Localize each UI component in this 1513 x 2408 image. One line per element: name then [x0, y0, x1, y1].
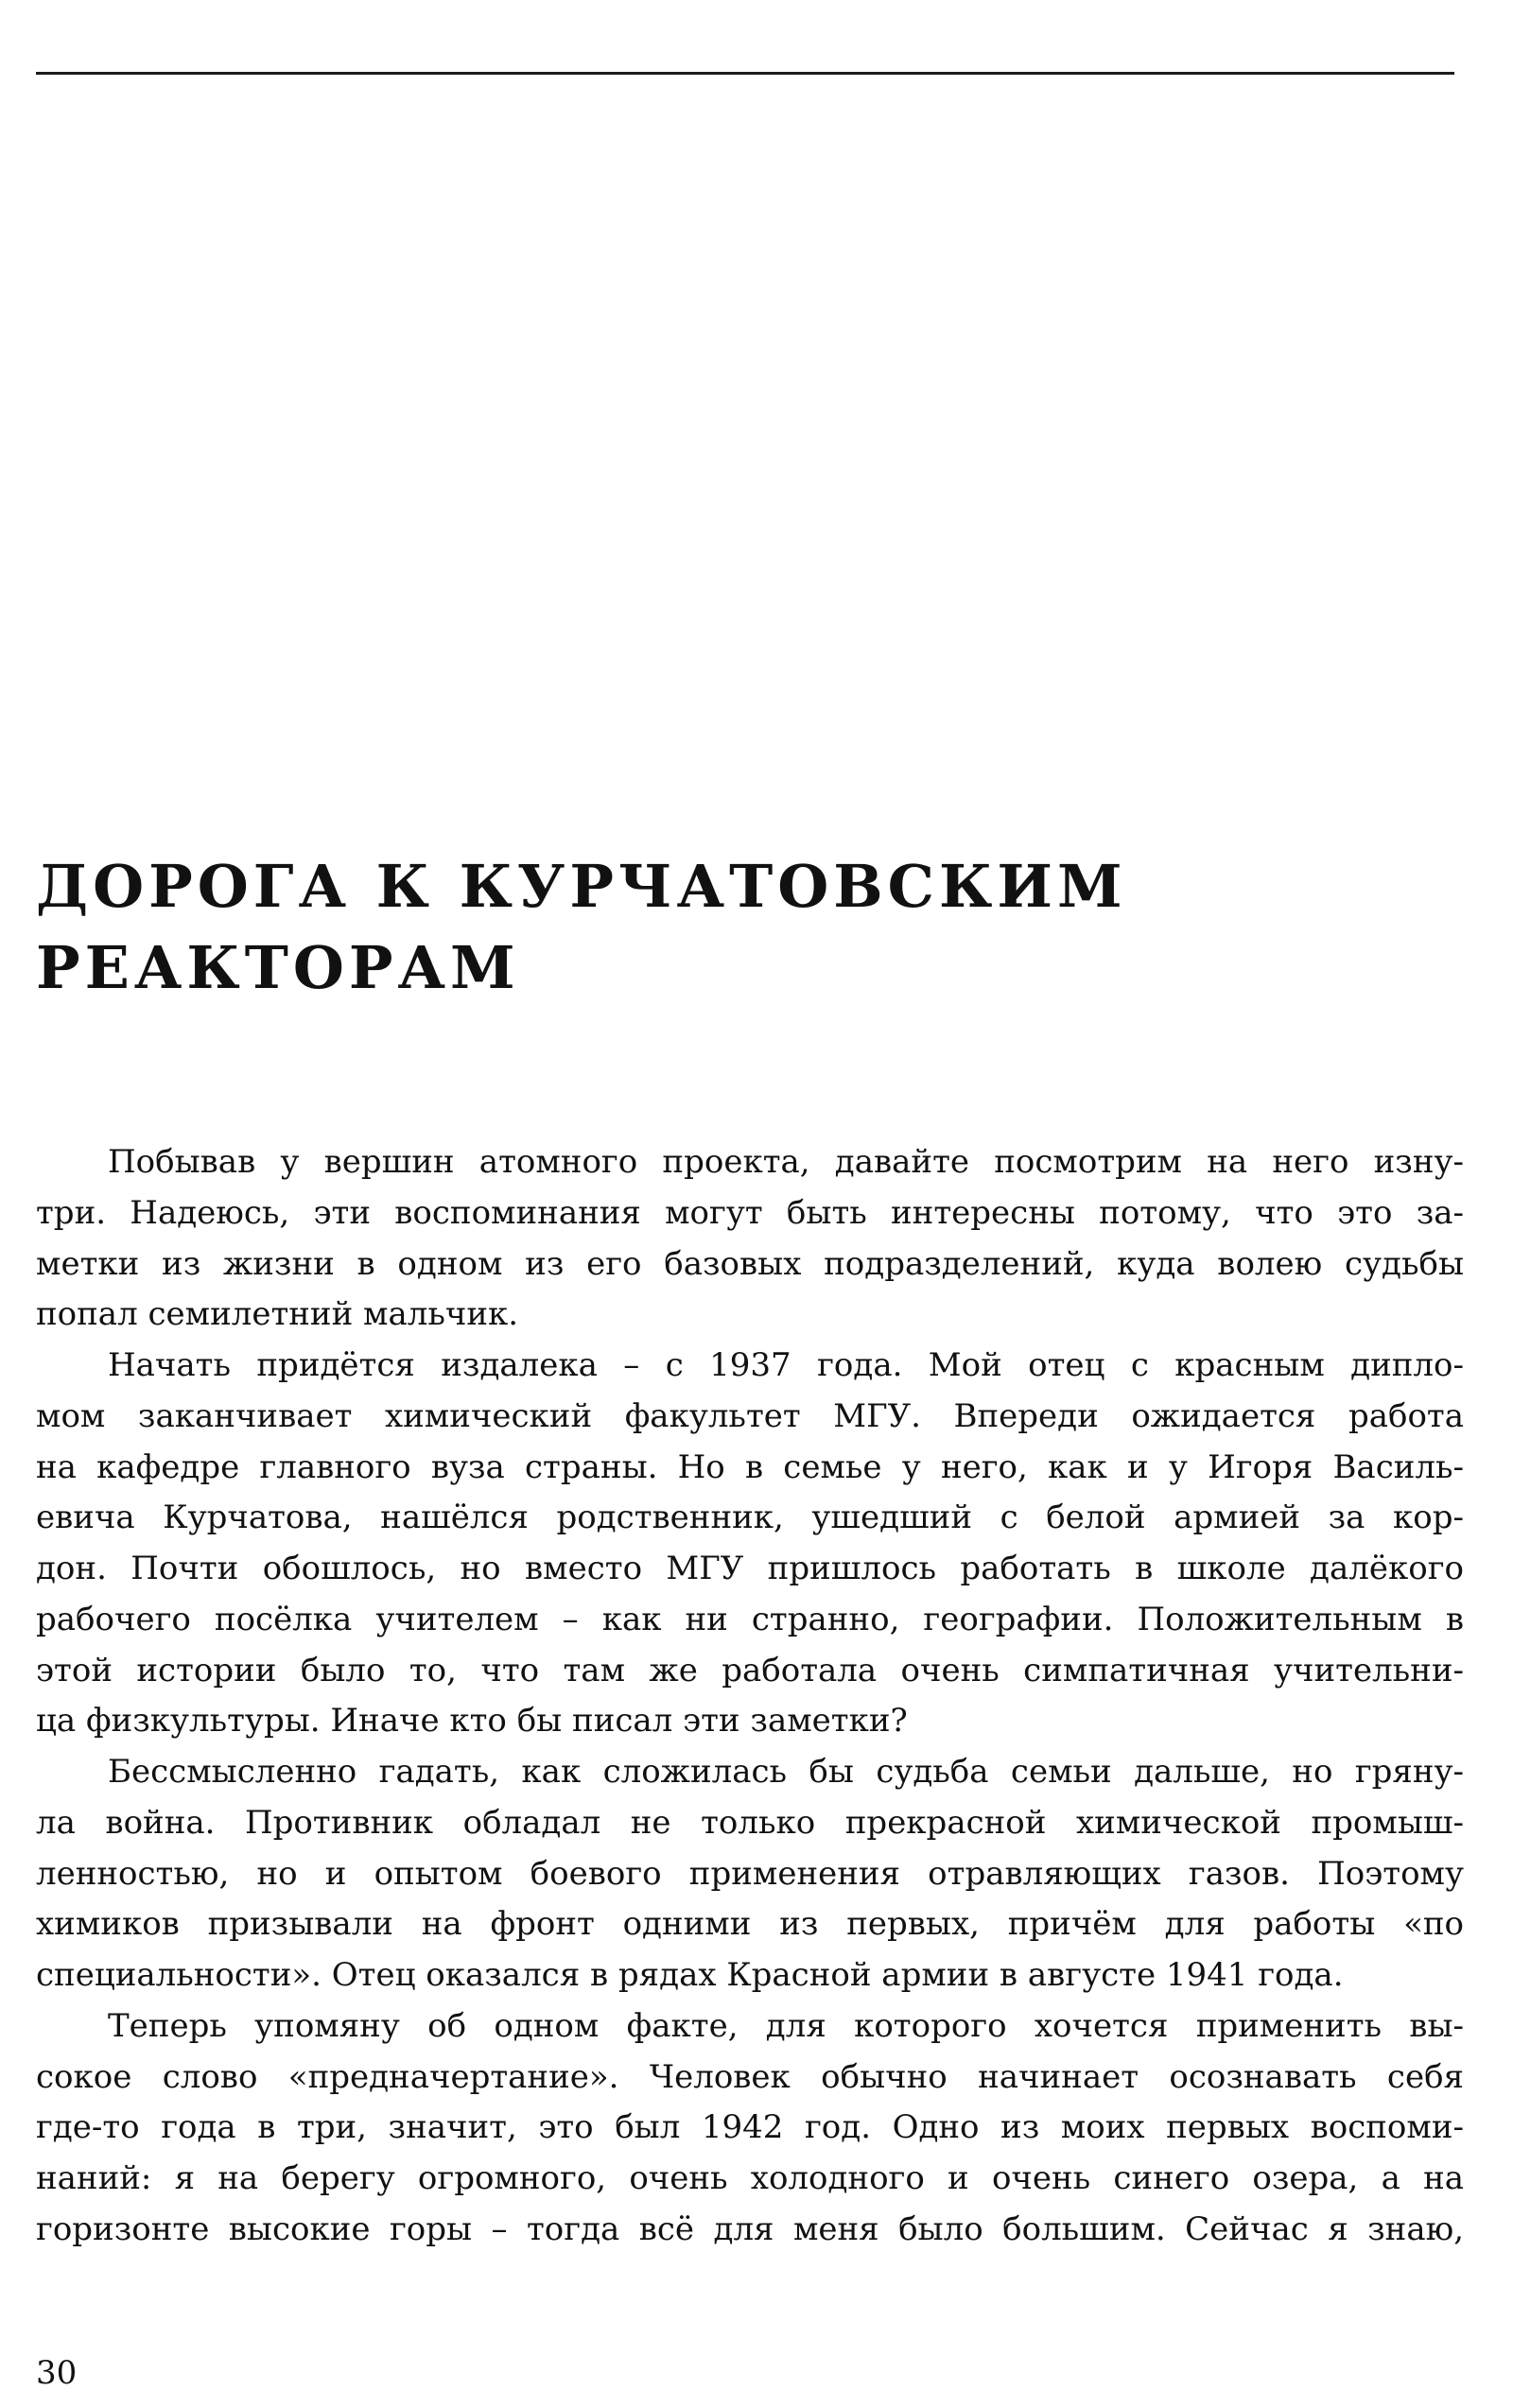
text-line: дон. Почти обошлось, но вместо МГУ пришлось работать в школе далёкого — [36, 1550, 1464, 1587]
paragraph-4 — [36, 2001, 1464, 2256]
text-line: метки из жизни в одном из его базовых подразделений, куда волею судьбы — [36, 1244, 1464, 1283]
page-number: 30 — [36, 2354, 78, 2392]
text-line: специальности». Отец оказался в рядах Красной армии в августе 1941 года. — [36, 1956, 1344, 1994]
text-line: сокое слово «предначертание». Человек обычно начинает осознавать себя — [36, 2057, 1464, 2096]
text-line: попал семилетний мальчик. — [36, 1295, 519, 1334]
text-line: где-то года в три, значит, это был 1942 год. Одно из моих первых воспоми- — [36, 2108, 1464, 2147]
text-line: Теперь упомяну об одном факте, для которого хочется применить вы- — [108, 2006, 1464, 2045]
text-line: наний: я на берегу огромного, очень холодного и очень синего озера, а на — [36, 2159, 1464, 2197]
chapter-title-line-2: РЕАКТОРАМ — [36, 933, 520, 1002]
text-line: ленностью, но и опытом боевого применения отравляющих газов. Поэтому — [36, 1854, 1464, 1893]
paragraph-3 — [36, 1747, 1464, 2001]
text-line: ла война. Противник обладал не только прекрасной химической промыш- — [36, 1803, 1464, 1842]
text-line: Начать придётся издалека – с 1937 года. Мой отец с красным дипло- — [108, 1346, 1464, 1384]
chapter-title-line-1: ДОРОГА К КУРЧАТОВСКИМ — [36, 852, 1127, 921]
text-line: ца физкультуры. Иначе кто бы писал эти заметки? — [36, 1702, 908, 1741]
text-line: горизонте высокие горы – тогда всё для меня было большим. Сейчас я знаю, — [36, 2209, 1464, 2248]
text-line: химиков призывали на фронт одними из первых, причём для работы «по — [36, 1905, 1464, 1944]
paragraph-2 — [36, 1341, 1464, 1747]
header-rule — [36, 72, 1454, 75]
chapter-title — [36, 846, 1265, 1009]
text-line: мом заканчивает химический факультет МГУ. Впереди ожидается работа — [36, 1396, 1464, 1435]
body-text — [36, 1137, 1464, 2256]
text-line: Побывав у вершин атомного проекта, давайте посмотрим на него изну- — [108, 1143, 1464, 1181]
text-line: этой истории было то, что там же работала очень симпатичная учительни- — [36, 1651, 1464, 1689]
text-line: евича Курчатова, нашёлся родственник, ушедший с белой армией за кор- — [36, 1499, 1464, 1537]
text-line: три. Надеюсь, эти воспоминания могут быть интересны потому, что это за- — [36, 1193, 1464, 1232]
text-line: на кафедре главного вуза страны. Но в семье у него, как и у Игоря Василь- — [36, 1447, 1464, 1486]
paragraph-1 — [36, 1137, 1464, 1341]
text-line: Бессмысленно гадать, как сложилась бы судьба семьи дальше, но гряну- — [108, 1753, 1464, 1791]
text-line: рабочего посёлка учителем – как ни странно, географии. Положительным в — [36, 1600, 1464, 1638]
